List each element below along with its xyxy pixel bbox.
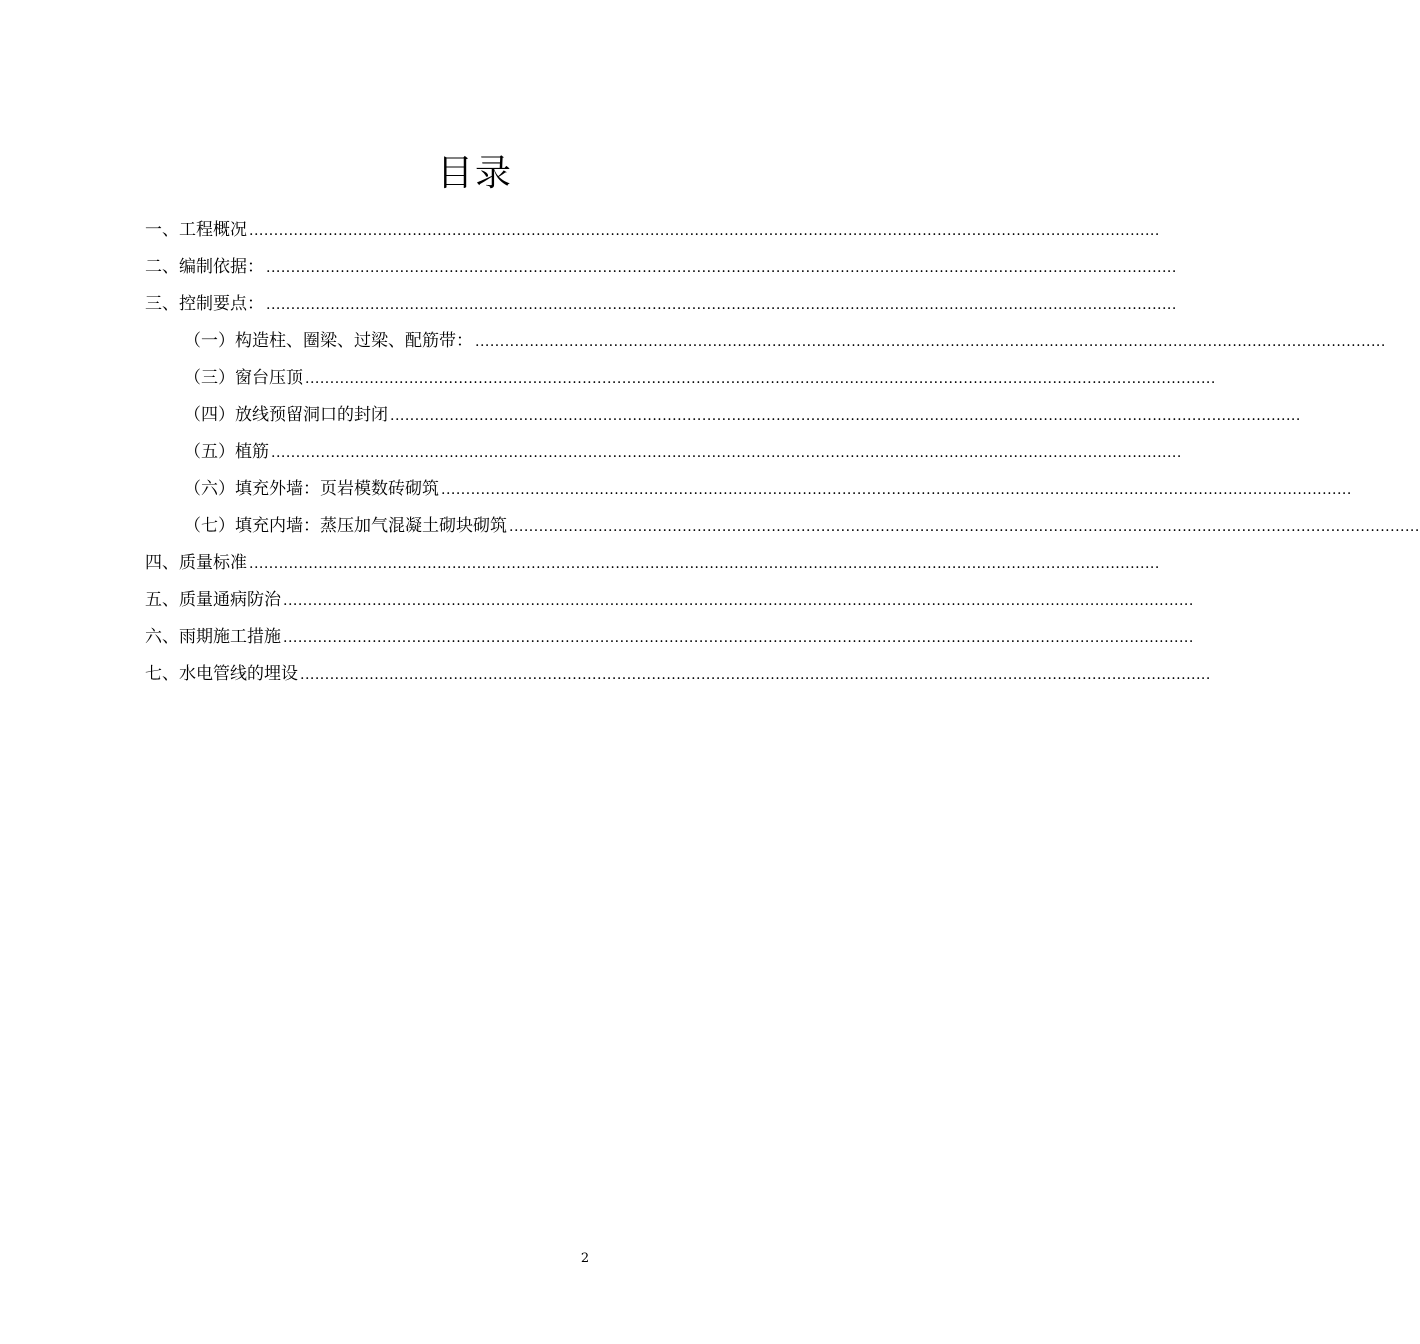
toc-entry-label: 五、质量通病防治 <box>145 590 281 610</box>
toc-entry-label: （七）填充内墙：蒸压加气混凝土砌块砌筑 <box>184 516 507 536</box>
toc-entry-label: 四、质量标准 <box>145 553 247 573</box>
toc-dot-leader: ........................................................................................................................................................................................ <box>475 334 1386 350</box>
toc-entry-interior-wall[interactable] <box>184 514 1420 538</box>
toc-entry-defect-prevention[interactable] <box>145 588 1194 612</box>
toc-entry-exterior-wall[interactable] <box>184 477 1352 501</box>
toc-entry-rebar-planting[interactable] <box>184 440 1182 464</box>
toc-entry-label: 三、控制要点： <box>145 294 264 314</box>
toc-entry-openings[interactable] <box>184 403 1301 427</box>
toc-entry-overview[interactable] <box>145 218 1160 242</box>
toc-entry-label: （三）窗台压顶 <box>184 368 303 388</box>
toc-entry-utility-lines[interactable] <box>145 662 1211 686</box>
toc-entry-label: （四）放线预留洞口的封闭 <box>184 405 388 425</box>
toc-dot-leader: ........................................................................................................................................................................................ <box>266 260 1177 276</box>
toc-entry-label: 一、工程概况 <box>145 220 247 240</box>
toc-entry-label: （五）植筋 <box>184 442 269 462</box>
toc-title: 目录 <box>436 153 513 194</box>
toc-entry-window-sill[interactable] <box>184 366 1216 390</box>
toc-entry-quality-standard[interactable] <box>145 551 1160 575</box>
toc-dot-leader: ........................................................................................................................................................................................ <box>283 593 1194 609</box>
toc-dot-leader: ........................................................................................................................................................................................ <box>249 223 1160 239</box>
toc-entry-label: 六、雨期施工措施 <box>145 627 281 647</box>
toc-entry-columns-beams[interactable] <box>184 329 1386 353</box>
toc-dot-leader: ........................................................................................................................................................................................ <box>266 297 1177 313</box>
toc-dot-leader: ........................................................................................................................................................................................ <box>509 519 1420 535</box>
toc-entry-control-points[interactable] <box>145 292 1177 316</box>
toc-dot-leader: ........................................................................................................................................................................................ <box>271 445 1182 461</box>
toc-entry-label: 二、编制依据： <box>145 257 264 277</box>
toc-entry-basis[interactable] <box>145 255 1177 279</box>
toc-dot-leader: ........................................................................................................................................................................................ <box>300 667 1211 683</box>
toc-entry-label: （一）构造柱、圈梁、过梁、配筋带： <box>184 331 473 351</box>
page-number: 2 <box>580 1251 590 1266</box>
toc-dot-leader: ........................................................................................................................................................................................ <box>283 630 1194 646</box>
toc-dot-leader: ........................................................................................................................................................................................ <box>390 408 1301 424</box>
toc-dot-leader: ........................................................................................................................................................................................ <box>441 482 1352 498</box>
toc-entry-label: （六）填充外墙：页岩模数砖砌筑 <box>184 479 439 499</box>
toc-entry-rainy-season[interactable] <box>145 625 1194 649</box>
toc-dot-leader: ........................................................................................................................................................................................ <box>249 556 1160 572</box>
toc-dot-leader: ........................................................................................................................................................................................ <box>305 371 1216 387</box>
toc-entry-label: 七、水电管线的埋设 <box>145 664 298 684</box>
